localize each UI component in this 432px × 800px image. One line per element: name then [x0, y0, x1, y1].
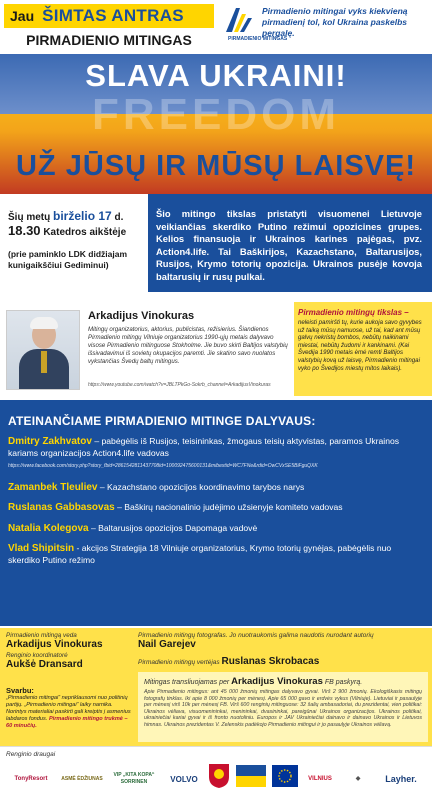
important-heading: Svarbu: — [6, 686, 34, 695]
guest-item — [8, 482, 424, 494]
event-date-suffix: d. — [114, 212, 124, 223]
guest-name: Dmitry Zakhvatov — [8, 436, 92, 447]
header-jau: Jau — [10, 8, 35, 24]
sponsor-logo: Layher. — [385, 773, 417, 784]
sponsor-logo: VILNIUS — [308, 775, 332, 782]
speaker-name: Arkadijus Vinokuras — [88, 310, 195, 322]
guest-desc: – Kazachstano opozicijos koordinavimo tarybos narys — [99, 481, 305, 492]
flag-icon — [236, 765, 266, 787]
important-note — [6, 686, 132, 742]
stream-desc: Apie Pirmadienio mitingus: ant 45 000 žmonių mitingas dalyvavo gyvai. Virš 2 900 žmonių. Ekologiškasis mitingų fotografų tinklas. Iki apie 8 000 žmonių per mėnesį. Apie 65 000 gavo ir erdvės vykus (Vilniuje). Lietuviai ir pasaulyje per mėnesį virš 10k per mėnesį FB. Virš 600 renginių mitinguose: 32 šalių ambasadoriai, du prezidentai, vien politikai: Ukrainos vėliava, visuomenininkai, menininkai, dvasininkai, pareigūnai Ukrainos organizacijos. Ukrainos politikai, ukrainiečiai kariai gyvai ir iš fronto nuotoliniu. Europos ir JAV Ukrainiečiai dainavo ir dainavo Ukrainos ir Lietuvos himnas. Ukrainos prezidentas V. Zelenskis padėkojo Pirmadienio mitingui ir jo pasaulyje Ukrainos vėliavą. — [144, 689, 422, 728]
banner-freedom: FREEDOM — [92, 90, 340, 139]
header — [0, 0, 432, 54]
header-intro: Pirmadienio mitingai vyks kiekvieną pirmadienį tol, kol Ukraina paskelbs pergalę. — [262, 6, 408, 38]
stream-label: Mitingas transliuojamas per — [144, 679, 230, 686]
guest-item — [8, 436, 424, 473]
important-text — [6, 695, 132, 730]
event-place: Katedros aikštėje — [43, 227, 127, 238]
photographer-label: Pirmadienio mitingų fotografas. Jo nuotraukomis galima naudotis nurodant autorių — [138, 632, 374, 639]
speaker-photo — [6, 310, 80, 390]
eu-flag-icon — [272, 765, 298, 787]
guest-desc: – Baltarusijos opozicijos Dapomaga vadovė — [90, 522, 258, 533]
banner-slogan: UŽ JŪSŲ IR MŪSŲ LAISVĘ! — [15, 150, 417, 182]
stream-box — [138, 672, 428, 742]
coord-label: Renginio koordinatorė — [6, 652, 68, 659]
event-date-block — [0, 194, 148, 292]
sponsor-logo: ASMĖ ĖDŽIUNAS — [61, 775, 103, 782]
guest-desc: – Baškirų nacionalinio judėjimo užsienyje komiteto vadovas — [117, 502, 343, 512]
translator-label: Pirmadienio mitingų vertėjas — [138, 659, 220, 666]
event-place-note: (prie paminklo LDK didžiajam kunigaikščiui Gediminui) — [8, 249, 128, 270]
host-name: Arkadijus Vinokuras — [6, 639, 103, 650]
speaker-link[interactable]: https://www.youtube.com/watch?v=JBLTPkGo-Sokrb_channel=ArkadijusVinokuras — [88, 382, 271, 388]
guest-name: Zamanbek Tleuliev — [8, 481, 98, 493]
goal-box — [294, 302, 432, 396]
guest-name: Vlad Shipitsin — [8, 543, 75, 554]
sponsor-logo: VOLVO — [170, 774, 198, 784]
sponsor-logo: TonyResort — [14, 775, 48, 782]
header-simtas: ŠIMTAS ANTRAS — [42, 6, 184, 25]
guest-name: Natalia Kolegova — [8, 522, 89, 534]
stream-suffix: FB paskyrą. — [324, 679, 363, 686]
coat-of-arms-icon — [208, 763, 230, 789]
speaker-bio — [88, 326, 288, 366]
sponsors-bar — [0, 746, 432, 800]
aim-text: Šio mitingo tikslas pristatyti visuomenei Lietuvoje veikiančias skerdiko Putino režimui opozicines grupes. Kelios finansuoja ir Ukrainos karines pajėgas, pvz. Action4.life. Tai Baškirijos, Kazachstano, Baltarusijos, Rusijos, Krymo totorių opozicija. Ukrainos pusėje kovoja baltarusių ir rusų pulkai. — [148, 194, 432, 292]
event-time-place — [8, 224, 148, 239]
sponsor-logo-generic: ◆ — [355, 775, 361, 782]
speaker-card — [0, 302, 292, 396]
event-time: 18.30 — [8, 223, 41, 238]
logo-text: PIRMADIENIO MITINGAS — [228, 36, 288, 42]
coord-name: Aukšė Dransard — [6, 659, 83, 670]
sponsor-logo: VIP „KITA KOPA“ SORRINEN — [113, 772, 155, 785]
credits-section — [0, 628, 432, 746]
goal-text: neleisti pamiršti tų, kurie aukoja savo gyvybes už taiką mūsų namuose, už tai, kad ant mūsų galvų nekristų bombos, nebūtų naikinami miestai, nebūtų žudomi ir kankinami. (Kai Švedija 1990 metais ėmė remti Baltijos valstybių kovą už laisvę, Pirmadienio mitingai vyko po Švedijos miestų mitos laikais). — [298, 319, 422, 372]
goal-heading: Pirmadienio mitingų tikslas – — [298, 308, 409, 317]
speaker-bio-text: Šiandienos Pirmadienio mitingų Vilniuje organizatorius 1990-ųjų metais dalyvavo visose Pirmadienio mitinguose Stokholme. Jie buvo skirti Baltijos valstybių išsivadavimui iš sovietų okupacijos paremti. Jie skatino savo nuolatos vykstančias Švedų baltų mitingus. — [88, 326, 288, 365]
credits-organizers — [6, 632, 132, 672]
important-text-1: „Pirmadienio mitingai“ nepriklausomi nuo politinių partijų. „Pirmadienio mitingai“ laiky narnika. Norintys materialiai paskirti gali kreiptis į asmenius labdaros fondus. — [6, 695, 131, 722]
hero-banner — [0, 54, 432, 194]
photo-hair — [30, 317, 58, 329]
stream-name[interactable]: Arkadijus Vinokuras — [231, 676, 323, 687]
guests-heading: ATEINANČIAME PIRMADIENIO MITINGE DALYVAUS: — [8, 414, 316, 428]
guest-item — [8, 543, 424, 566]
logo-icon — [222, 4, 256, 36]
host-label: Pirmadienio mitingą veda — [6, 632, 77, 639]
speaker-roles: Mitingų organizatorius, aktorius, publicistas, režisierius. — [88, 326, 237, 333]
banner-slava: SLAVA UKRAINI! — [85, 58, 347, 93]
guest-desc: - akcijos Strategija 18 Vilniuje organizatorius, Krymo totorių gynėjas, pabėgėlis nuo skerdiko Putino režimo — [8, 543, 392, 565]
header-title-bar — [4, 4, 214, 28]
event-date-value: birželio 17 — [53, 209, 112, 223]
translator-row — [138, 656, 428, 667]
header-mitingas: PIRMADIENIO MITINGAS — [4, 30, 214, 50]
translator-name: Ruslanas Skrobacas — [221, 656, 320, 667]
photographer-name: Nail Garejev — [138, 639, 196, 650]
guest-name: Ruslanas Gabbasovas — [8, 502, 115, 513]
guest-item — [8, 502, 424, 514]
important-text-2: Pirmadienio mitingo trukmė – 60 minučių. — [6, 716, 128, 729]
guest-item — [8, 523, 424, 535]
event-date — [8, 210, 148, 224]
guest-desc: – pabėgėlis iš Rusijos, teisininkas, žmogaus teisių aktyvistas, paramos Ukrainos kariams organizacijos Action4.life vadovas — [8, 436, 400, 458]
photo-tie — [41, 351, 47, 373]
sponsors-label: Renginio draugai — [6, 751, 56, 758]
credits-team — [138, 632, 428, 673]
event-year-label: Šių metų — [8, 212, 51, 223]
photographer-row — [138, 632, 428, 650]
guests-section — [0, 400, 432, 626]
stream-title — [144, 676, 422, 687]
guest-link[interactable]: https://www.facebook.com/story.php?story_fbid=2861542811437708id=100092475600131&mibextid=WC7FNe&rdid=OwCVxSE5BiFguQXK — [8, 463, 318, 469]
